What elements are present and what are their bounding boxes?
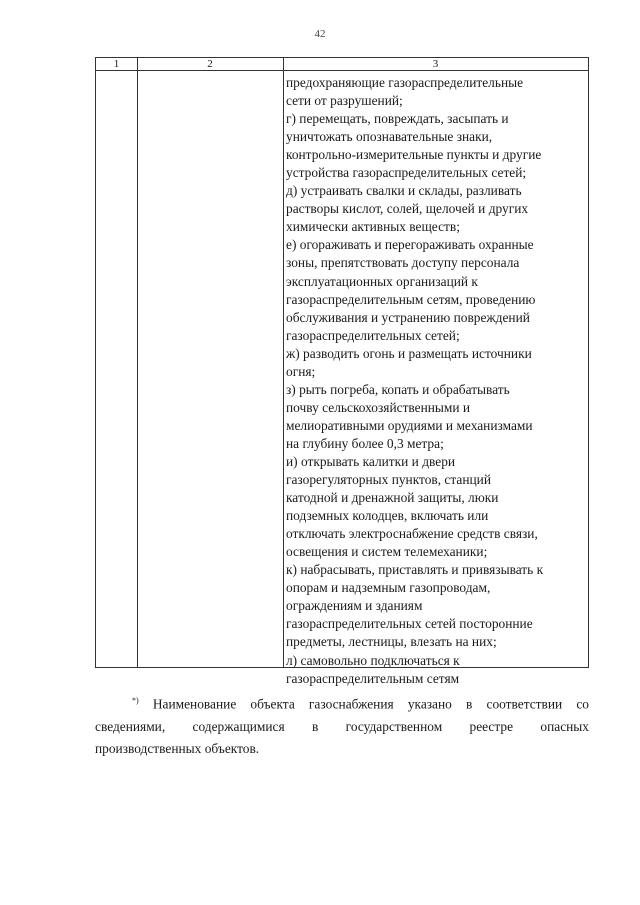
column-3-line: газораспределительным сетям	[286, 670, 460, 686]
column-divider-1	[137, 58, 138, 667]
column-3-line: химически активных веществ;	[286, 219, 460, 235]
footnote-line-1	[95, 690, 589, 716]
column-3-line: к) набрасывать, приставлять и привязывать к	[286, 562, 544, 578]
column-3-line: отключать электроснабжение средств связи,	[286, 526, 538, 542]
footnote	[95, 690, 589, 761]
column-3-line: з) рыть погреба, копать и обрабатывать	[286, 381, 510, 397]
column-3-line: контрольно-измерительные пункты и другие	[286, 147, 542, 163]
column-3-line: опорам и надземным газопроводам,	[286, 580, 491, 596]
column-3-line: эксплуатационных организаций к	[286, 273, 478, 289]
column-3-line: зоны, препятствовать доступу персонала	[286, 255, 520, 271]
footnote-line-2: сведениями, содержащимися в государственном реестре опасных	[95, 718, 589, 734]
page-number: 42	[314, 28, 326, 40]
column-3-line: огня;	[286, 363, 316, 379]
column-3-line: л) самовольно подключаться к	[286, 652, 460, 668]
column-3-line: д) устраивать свалки и склады, разливать	[286, 183, 522, 199]
column-3-line: почву сельскохозяйственными и	[286, 399, 471, 415]
header-col-2: 2	[207, 58, 213, 70]
column-3-line: газораспределительных сетей посторонние	[286, 616, 533, 632]
column-3-line: устройства газораспределительных сетей;	[286, 165, 527, 181]
column-3-line: газораспределительных сетей;	[286, 327, 460, 343]
column-divider-2	[283, 58, 284, 667]
column-3-line: освещения и систем телемеханики;	[286, 544, 488, 560]
column-3-line: мелиоративными орудиями и механизмами	[286, 417, 533, 433]
column-3-line: е) огораживать и перегораживать охранные	[286, 237, 534, 253]
table-header-row	[96, 58, 588, 71]
footnote-text-1: Наименование объекта газоснабжения указано в соответствии со	[152, 696, 589, 712]
header-col-1: 1	[113, 58, 120, 70]
requirements-table	[95, 57, 589, 686]
column-3-line: ограждениям и зданиям	[286, 598, 423, 614]
column-3-line: г) перемещать, повреждать, засыпать и	[286, 111, 509, 127]
header-col-3: 3	[432, 58, 439, 70]
column-3-line: сети от разрушений;	[286, 93, 403, 109]
column-3-line: растворы кислот, солей, щелочей и других	[286, 201, 529, 217]
footnote-marker: *)	[132, 696, 139, 705]
column-3-line: подземных колодцев, включать или	[286, 508, 489, 524]
column-3-line: газорегуляторных пунктов, станций	[286, 472, 492, 488]
column-3-line: катодной и дренажной защиты, люки	[286, 490, 499, 506]
footnote-line-3: производственных объектов.	[95, 741, 260, 757]
column-3-line: предохраняющие газораспределительные	[286, 75, 524, 90]
column-3-text	[286, 74, 586, 688]
column-3-line: уничтожать опознавательные знаки,	[286, 129, 493, 145]
column-3-line: ж) разводить огонь и размещать источники	[286, 345, 532, 361]
column-3-line: и) открывать калитки и двери	[286, 453, 456, 469]
column-3-line: предметы, лестницы, влезать на них;	[286, 634, 497, 650]
column-3-line: газораспределительным сетям, проведению	[286, 291, 536, 307]
column-3-line: обслуживания и устранению повреждений	[286, 309, 530, 325]
column-3-line: на глубину более 0,3 метра;	[286, 435, 444, 451]
